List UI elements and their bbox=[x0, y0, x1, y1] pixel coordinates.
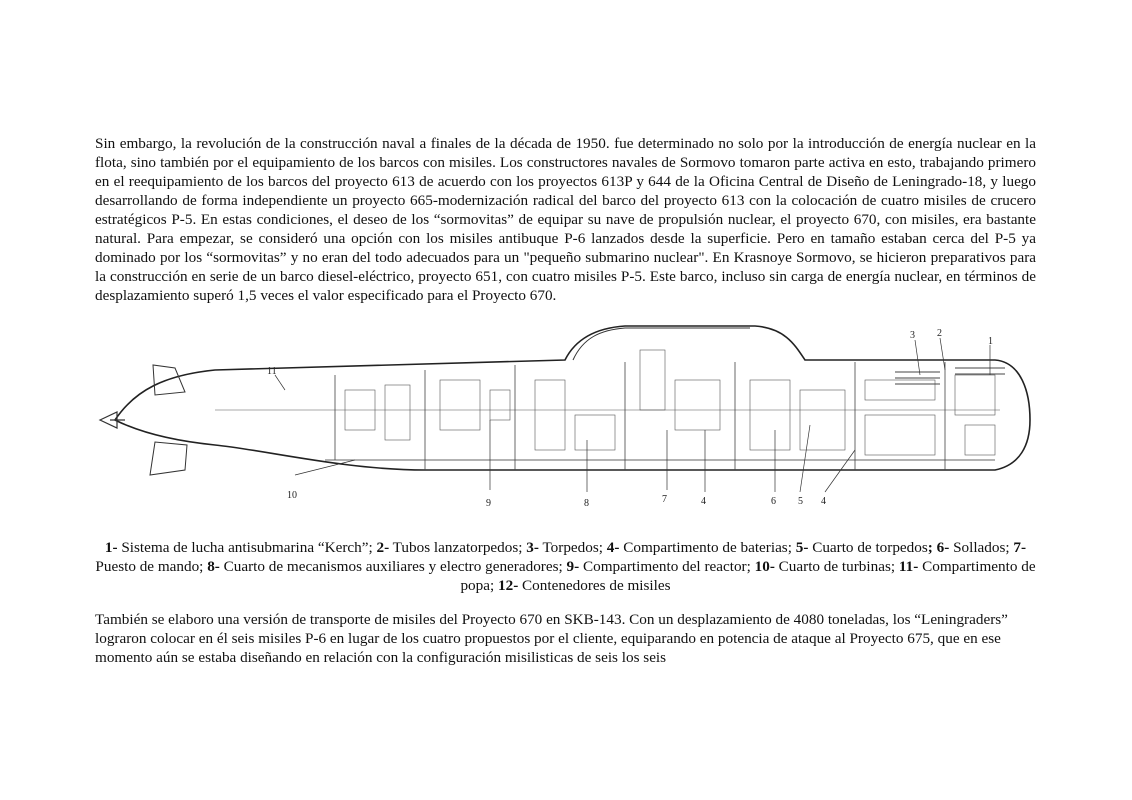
label-1: 1 bbox=[988, 336, 993, 347]
label-9: 9 bbox=[486, 498, 491, 509]
closing-paragraph: También se elaboro una versión de transporte de misiles del Proyecto 670 en SKB-143. Con un desplazamiento de 4080 toneladas, los “Leningraders” lograron colocar en él seis misiles P-6 en lugar de los cuatro propuestos por el cliente, equiparando en potencia de ataque al Proyecto 675, que en ese momento aún se estaba diseñando en relación con la configuración misilisticas de seis los seis bbox=[95, 611, 1008, 666]
machinery-blocks bbox=[345, 350, 995, 455]
hull-outline bbox=[115, 326, 1030, 470]
caption-item-9: 9- Compartimento del reactor; bbox=[566, 558, 755, 575]
caption-item-1: 1- Sistema de lucha antisubmarina “Kerch”; bbox=[104, 539, 377, 556]
caption-item-5: 5- Cuarto de torpedos bbox=[795, 539, 928, 556]
figure-caption bbox=[95, 538, 1036, 595]
label-4a: 4 bbox=[701, 496, 706, 507]
caption-item-11: 11- Compartimento de popa; bbox=[460, 558, 1036, 594]
caption-item-12: 12- Contenedores de misiles bbox=[498, 577, 671, 594]
torpedo-racks bbox=[895, 368, 1005, 384]
tail-fin-bottom bbox=[150, 442, 187, 475]
label-2: 2 bbox=[937, 328, 942, 339]
label-10: 10 bbox=[287, 490, 297, 501]
intro-paragraph: Sin embargo, la revolución de la construcción naval a finales de la década de 1950. fue determinado no solo por la introducción de energía nuclear en la flota, sino también por el equipamiento de los barcos con misiles. Los constructores navales de Sormovo tomaron parte activa en esto, trabajando primero en el reequipamiento de los barcos del proyecto 613 de acuerdo con los proyectos 613P y 644 de la Oficina Central de Diseño de Leningrado-18, y luego desarrollando de forma independiente un proyecto 665-modernización radical del barco del proyecto 613 con la colocación de cuatro misiles de crucero estratégicos P-5. En estas condiciones, el deseo de los “sormovitas” de equipar su nave de propulsión nuclear, el proyecto 670, con misiles, era bastante natural. Para empezar, se consideró una opción con los misiles antibuque P-6 lanzados desde la superficie. Pero en tamaño estaban cerca del P-5 ya dominado por los “sormovitas” y no eran del todo adecuados para un "pequeño submarino nuclear". En Krasnoye Sormovo, se hicieron preparativos para la construcción en serie de un barco diesel-eléctrico, proyecto 651, con cuatro misiles P-5. Este barco, incluso sin carga de energía nuclear, en términos de desplazamiento superó 1,5 veces el valor especificado para el Proyecto 670. bbox=[95, 135, 1036, 304]
label-7: 7 bbox=[662, 494, 667, 505]
label-4b: 4 bbox=[821, 496, 826, 507]
submarine-drawing bbox=[95, 320, 1040, 520]
caption-item-2: 2- Tubos lanzatorpedos; bbox=[376, 539, 527, 556]
caption-item-4: 4- Compartimento de baterias; bbox=[606, 539, 796, 556]
label-6: 6 bbox=[771, 496, 776, 507]
label-3: 3 bbox=[910, 330, 915, 341]
submarine-cutaway-diagram bbox=[95, 320, 1040, 520]
caption-item-3: 3- Torpedos; bbox=[526, 539, 607, 556]
label-8: 8 bbox=[584, 498, 589, 509]
caption-item-7: 7- Puesto de mando; bbox=[95, 539, 1027, 575]
caption-item-6: 6- Sollados; bbox=[936, 539, 1014, 556]
sail-outline bbox=[573, 328, 750, 360]
label-11: 11 bbox=[267, 366, 277, 377]
propeller bbox=[100, 412, 125, 428]
caption-item-8: 8- Cuarto de mecanismos auxiliares y electro generadores; bbox=[207, 558, 567, 575]
label-5: 5 bbox=[798, 496, 803, 507]
caption-item-10: 10- Cuarto de turbinas; bbox=[754, 558, 899, 575]
caption-separator: ; bbox=[927, 539, 933, 556]
